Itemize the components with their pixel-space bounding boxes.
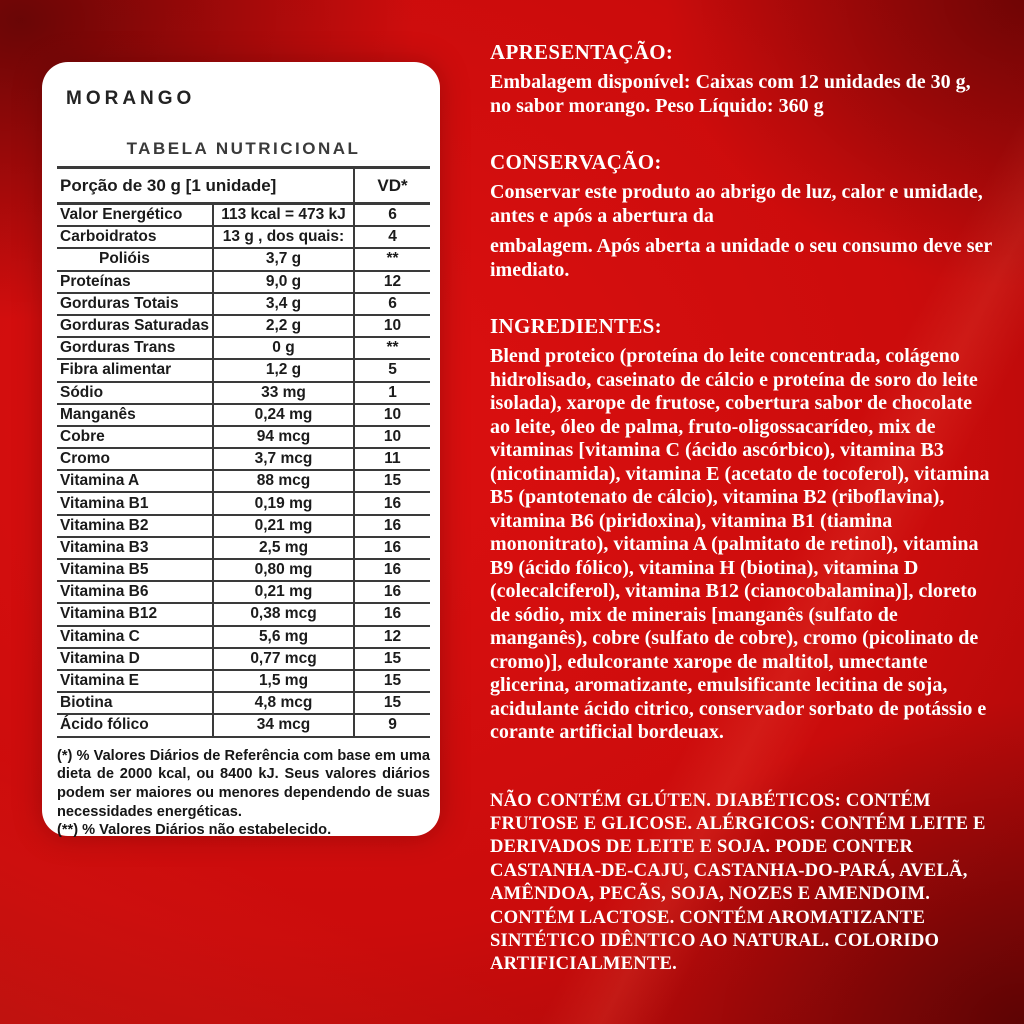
nutrient-vd: 12: [383, 272, 402, 290]
nutrient-amount: 4,8 mcg: [212, 693, 355, 713]
nutrient-vd: 10: [383, 405, 402, 423]
nutrient-vd: 9: [388, 716, 397, 734]
info-paragraph: Conservar este produto ao abrigo de luz, calor e umidade, antes e após a abertura da: [490, 181, 983, 227]
nutrient-name: Gorduras Totais: [60, 294, 179, 312]
nutrient-vd: 15: [383, 694, 402, 712]
nutrient-name: Vitamina D: [60, 649, 140, 667]
nutrient-vd: 16: [383, 538, 402, 556]
table-row: [57, 294, 430, 316]
nutrient-name: Vitamina B6: [60, 583, 149, 601]
nutrient-vd: 12: [383, 627, 402, 645]
nutrient-name: Gorduras Trans: [60, 339, 176, 357]
table-row: [57, 671, 430, 693]
section-heading: INGREDIENTES:: [490, 314, 662, 338]
portion-header: Porção de 30 g [1 unidade]: [57, 169, 355, 202]
nutrient-vd: 11: [384, 450, 401, 468]
info-section: [490, 40, 993, 118]
table-row: [57, 405, 430, 427]
nutrient-name: Cromo: [60, 450, 110, 468]
nutrient-amount: 0,21 mg: [212, 516, 355, 536]
nutrition-card: [42, 62, 440, 839]
nutrient-name: Biotina: [60, 694, 113, 712]
table-body: [57, 205, 430, 738]
nutrient-amount: 1,5 mg: [212, 671, 355, 691]
info-section: [490, 314, 993, 745]
nutrient-name: Vitamina A: [60, 472, 140, 490]
nutrient-name: Vitamina B3: [60, 538, 149, 556]
table-row: [57, 627, 430, 649]
table-row: [57, 316, 430, 338]
nutrient-name: Vitamina B12: [60, 605, 158, 623]
table-row: [57, 249, 430, 271]
table-row: [57, 338, 430, 360]
section-heading: CONSERVAÇÃO:: [490, 150, 662, 174]
nutrient-vd: 16: [383, 494, 402, 512]
nutrient-vd: 1: [388, 383, 397, 401]
section-body: [490, 789, 993, 976]
table-row: [57, 383, 430, 405]
info-paragraph: NÃO CONTÉM GLÚTEN. DIABÉTICOS: CONTÉM FRUTOSE E GLICOSE. ALÉRGICOS: CONTÉM LEITE E DERIVADOS DE LEITE E SOJA. PODE CONTER CASTANHA-DE-CAJU, CASTANHA-DO-PARÁ, AVELÃ, AMÊNDOA, PECÃS, SOJA, NOZES E AMENDOIM. CONTÉM LACTOSE. CONTÉM AROMATIZANTE SINTÉTICO IDÊNTICO AO NATURAL. COLORIDO ARTIFICIALMENTE.: [490, 789, 986, 975]
nutrient-vd: 5: [388, 361, 397, 379]
nutrient-amount: 0,77 mcg: [212, 649, 355, 669]
flavor-title: MORANGO: [66, 88, 196, 109]
nutrient-amount: 88 mcg: [212, 471, 355, 491]
section-heading: APRESENTAÇÃO:: [490, 40, 674, 64]
nutrient-amount: 3,4 g: [212, 294, 355, 314]
nutrient-name: Carboidratos: [60, 228, 157, 246]
table-row: [57, 582, 430, 604]
table-row: [57, 360, 430, 382]
table-row: [57, 272, 430, 294]
table-footnote: (*) % Valores Diários de Referência com base em uma dieta de 2000 kcal, ou 8400 kJ. Seus valores diários podem ser maiores ou menores dependendo de suas necessidades energéticas.: [57, 747, 430, 820]
nutrient-vd: **: [386, 339, 399, 357]
nutrient-vd: 16: [383, 583, 402, 601]
nutrient-amount: 0,80 mg: [212, 560, 355, 580]
nutrient-amount: 0 g: [212, 338, 355, 358]
info-column: [490, 40, 993, 976]
nutrient-amount: 0,21 mg: [212, 582, 355, 602]
table-row: [57, 471, 430, 493]
nutrient-vd: 4: [388, 228, 397, 246]
table-row: [57, 649, 430, 671]
section-body: [490, 345, 993, 745]
table-footnote-2: (**) % Valores Diários não estabelecido.: [57, 822, 332, 839]
nutrient-amount: 33 mg: [212, 383, 355, 403]
nutrient-name: Valor Energético: [60, 206, 183, 224]
nutrition-table: [57, 166, 430, 738]
nutrient-name: Ácido fólico: [60, 716, 149, 734]
nutrient-vd: 6: [388, 206, 397, 224]
nutrient-name: Vitamina B1: [60, 494, 149, 512]
nutrient-amount: 1,2 g: [212, 360, 355, 380]
nutrient-name: Vitamina B5: [60, 561, 149, 579]
nutrient-amount: 13 g , dos quais:: [212, 227, 355, 247]
nutrient-name: Fibra alimentar: [60, 361, 172, 379]
nutrient-vd: 16: [383, 561, 402, 579]
nutrient-amount: 113 kcal = 473 kJ: [212, 205, 355, 225]
table-row: [57, 560, 430, 582]
nutrient-vd: 15: [383, 649, 402, 667]
table-header-row: [57, 169, 430, 205]
nutrient-amount: 0,38 mcg: [212, 604, 355, 624]
nutrient-amount: 3,7 mcg: [212, 449, 355, 469]
nutrient-amount: 3,7 g: [212, 249, 355, 269]
info-paragraph: embalagem. Após aberta a unidade o seu consumo deve ser imediato.: [490, 235, 992, 281]
table-row: [57, 516, 430, 538]
nutrient-vd: 16: [383, 516, 402, 534]
nutrient-name: Manganês: [60, 405, 136, 423]
nutrient-name: Sódio: [60, 383, 104, 401]
info-section: [490, 789, 993, 976]
table-row: [57, 449, 430, 471]
nutrient-name: Proteínas: [60, 272, 131, 290]
nutrient-name: Polióis: [99, 250, 150, 268]
table-row: [57, 715, 430, 737]
info-paragraph: Embalagem disponível: Caixas com 12 unidades de 30 g, no sabor morango. Peso Líquido: 360 g: [490, 71, 971, 117]
nutrient-vd: 10: [383, 427, 402, 445]
table-row: [57, 205, 430, 227]
info-paragraph: Blend proteico (proteína do leite concentrada, colágeno hidrolisado, caseinato de cálcio e proteína de soro do leite isolada), xarope de frutose, cobertura sabor de chocolate ao leite, óleo de palma, fruto-oligossacarídeo, mix de vitaminas [vitamina C (ácido ascórbico), vitamina B3 (nicotinamida), vitamina E (acetato de tocoferol), vitamina B5 (pantotenato de cálcio), vitamina B2 (riboflavina), vitamina B6 (piridoxina), vitamina B1 (tiamina mononitrato), vitamina A (palmitato de retinol), vitamina B9 (ácido fólico), vitamina H (biotina), vitamina D (colecalciferol), vitamina B12 (cianocobalamina)], cloreto de sódio, mix de minerais [manganês (sulfato de manganês), cobre (sulfato de cobre), cromo (picolinato de cromo)], edulcorante xarope de maltitol, umectante glicerina, aromatizante, emulsificante lecitina de soja, acidulante ácido citrico, conservador sorbato de potássio e corante artificial bordeuax.: [490, 345, 990, 743]
nutrient-vd: 16: [383, 605, 402, 623]
nutrient-vd: 15: [383, 472, 402, 490]
table-row: [57, 227, 430, 249]
table-row: [57, 604, 430, 626]
nutrient-vd: 6: [388, 294, 397, 312]
nutrient-amount: 0,19 mg: [212, 493, 355, 513]
nutrient-vd: 10: [383, 317, 402, 335]
nutrient-name: Gorduras Saturadas: [60, 317, 210, 335]
nutrient-vd: 15: [383, 672, 402, 690]
nutrient-amount: 94 mcg: [212, 427, 355, 447]
nutrient-name: Vitamina E: [60, 672, 139, 690]
nutrient-amount: 9,0 g: [212, 272, 355, 292]
table-row: [57, 538, 430, 560]
nutrient-amount: 5,6 mg: [212, 627, 355, 647]
nutrient-name: Cobre: [60, 427, 105, 445]
nutrient-amount: 0,24 mg: [212, 405, 355, 425]
table-row: [57, 427, 430, 449]
section-body: [490, 71, 993, 118]
nutrient-amount: 34 mcg: [212, 715, 355, 735]
nutrient-name: Vitamina B2: [60, 516, 149, 534]
vd-header: VD*: [377, 175, 408, 195]
table-row: [57, 693, 430, 715]
info-section: [490, 150, 993, 282]
table-row: [57, 493, 430, 515]
table-title: TABELA NUTRICIONAL: [126, 139, 361, 158]
nutrient-name: Vitamina C: [60, 627, 140, 645]
section-body: [490, 181, 993, 282]
nutrient-amount: 2,5 mg: [212, 538, 355, 558]
nutrient-amount: 2,2 g: [212, 316, 355, 336]
nutrient-vd: **: [386, 250, 399, 268]
